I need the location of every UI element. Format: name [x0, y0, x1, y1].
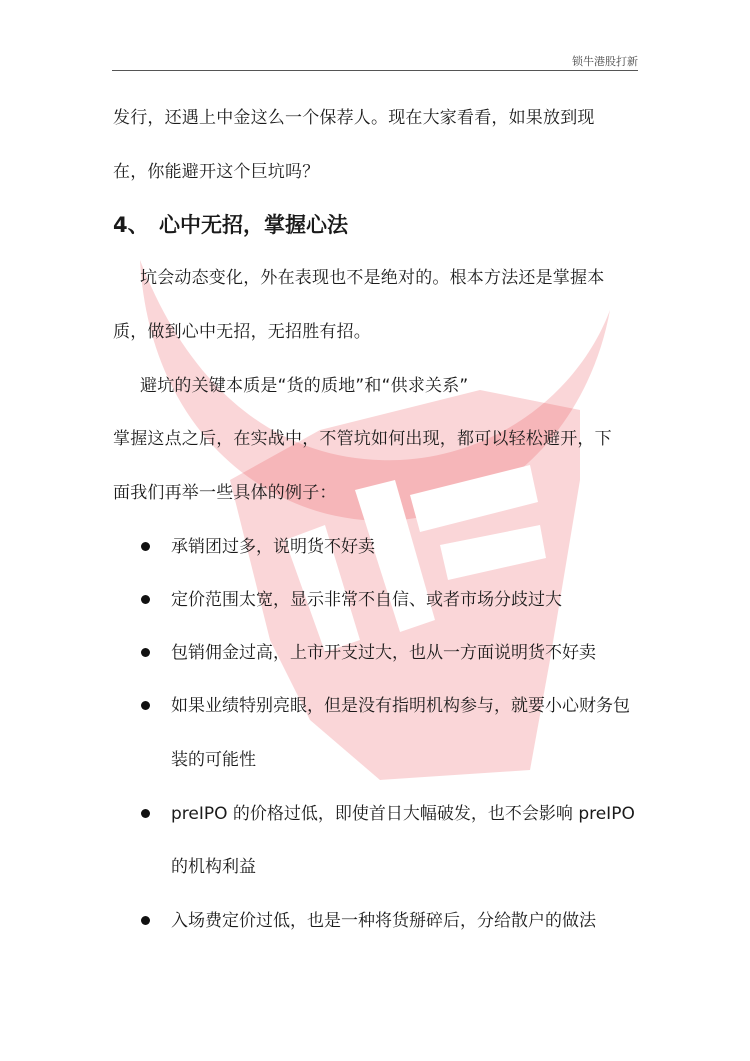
paragraph-line: 质，做到心中无招，无招胜有招。 — [113, 322, 371, 342]
section-title: 心中无招，掌握心法 — [159, 213, 348, 237]
list-item: 包销佣金过高，上市开支过大，也从一方面说明货不好卖 — [171, 643, 596, 663]
bullet-dot — [141, 542, 150, 551]
list-item: 承销团过多，说明货不好卖 — [171, 537, 375, 557]
paragraph-line: 在，你能避开这个巨坑吗？ — [113, 162, 320, 182]
section-heading — [113, 211, 348, 239]
bullet-dot — [141, 648, 150, 657]
list-item: 定价范围太宽，显示非常不自信、或者市场分歧过大 — [171, 590, 562, 610]
paragraph-line: 坑会动态变化，外在表现也不是绝对的。根本方法还是掌握本 — [140, 268, 605, 288]
paragraph-line: 掌握这点之后，在实战中，不管坑如何出现，都可以轻松避开，下 — [113, 429, 612, 449]
bullet-dot — [141, 916, 150, 925]
header-divider — [112, 70, 638, 71]
list-item-continuation: 的机构利益 — [171, 857, 256, 877]
list-item: 入场费定价过低，也是一种将货掰碎后，分给散户的做法 — [171, 911, 596, 931]
list-item: preIPO 的价格过低，即使首日大幅破发，也不会影响 preIPO — [171, 804, 635, 824]
bullet-dot — [141, 701, 150, 710]
bullet-dot — [141, 595, 150, 604]
bullet-dot — [141, 809, 150, 818]
list-item: 如果业绩特别亮眼，但是没有指明机构参与，就要小心财务包 — [171, 696, 630, 716]
paragraph-line: 面我们再举一些具体的例子： — [113, 483, 337, 503]
paragraph-line: 避坑的关键本质是“货的质地”和“供求关系” — [140, 376, 469, 396]
header-brand: 锁牛港股打新 — [572, 55, 638, 68]
list-item-continuation: 装的可能性 — [171, 750, 256, 770]
section-number: 4、 — [113, 213, 149, 237]
paragraph-line: 发行，还遇上中金这么一个保荐人。现在大家看看，如果放到现 — [113, 108, 595, 128]
